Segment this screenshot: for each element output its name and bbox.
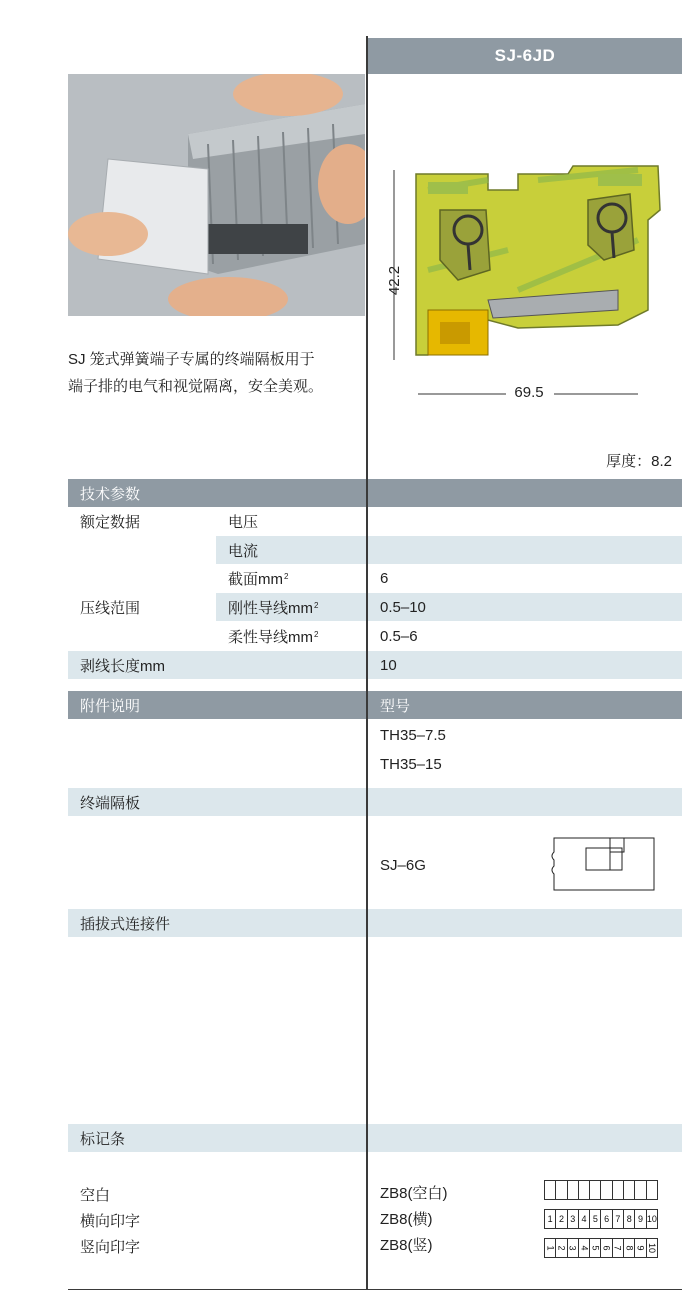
- end-plate-title: 终端隔板: [80, 794, 141, 812]
- marker-cell: 3: [568, 1239, 579, 1257]
- marker-cell: 8: [624, 1210, 635, 1228]
- width-dimension-label: 69.5: [514, 384, 544, 401]
- marker-cell: 3: [568, 1210, 579, 1228]
- marker-cell: [590, 1181, 601, 1199]
- model-header: SJ-6JD: [368, 38, 682, 74]
- accessories-title: 附件说明: [80, 697, 141, 715]
- marker-cell: 10: [646, 1242, 657, 1254]
- marker-title: 标记条: [80, 1130, 126, 1148]
- rail-model-1: TH35–7.5: [380, 726, 446, 744]
- marker-cell: 8: [624, 1239, 635, 1257]
- current-label: 电流: [228, 542, 259, 560]
- marker-cell: 2: [556, 1210, 567, 1228]
- marker-cell: [624, 1181, 635, 1199]
- marker-cell: [613, 1181, 624, 1199]
- section-label: 截面mm $^2$: [228, 570, 289, 588]
- strip-row-bg-right: [368, 651, 682, 679]
- accessories-header: [68, 691, 366, 719]
- description-line-1: SJ 笼式弹簧端子专属的终端隔板用于: [68, 351, 315, 368]
- tech-section-header: [68, 479, 366, 507]
- marker-cell: 9: [635, 1210, 646, 1228]
- rail-model-2: TH35–15: [380, 755, 442, 773]
- product-photo: [68, 74, 365, 316]
- end-plate-drawing: [548, 834, 660, 894]
- marker-cell: [568, 1181, 579, 1199]
- crimp-range-label: 压线范围: [80, 599, 141, 617]
- flex-label: 柔性导线mm $^2$: [228, 628, 319, 646]
- marker-cell: 4: [579, 1239, 590, 1257]
- marker-cell: [601, 1181, 612, 1199]
- marker-cell: 10: [646, 1214, 657, 1224]
- marker-label-vertical: 竖向印字: [80, 1238, 141, 1256]
- marker-strip-vertical: [544, 1238, 658, 1258]
- accessories-model-header: [368, 691, 682, 719]
- description-line-2: 端子排的电气和视觉隔离，安全美观。: [68, 378, 324, 395]
- marker-model-blank: ZB8(空白): [380, 1184, 448, 1202]
- marker-strip-horizontal: [544, 1209, 658, 1229]
- marker-cell: 5: [590, 1239, 601, 1257]
- rigid-label: 刚性导线mm $^2$: [228, 599, 319, 617]
- rigid-value: 0.5–10: [380, 598, 426, 616]
- marker-cell: 1: [545, 1210, 556, 1228]
- flex-value: 0.5–6: [380, 627, 418, 645]
- marker-label-blank: 空白: [80, 1186, 111, 1204]
- marker-strip-blank: [544, 1180, 658, 1200]
- marker-model-horizontal: ZB8(横): [380, 1210, 433, 1228]
- marker-cell: 9: [635, 1239, 646, 1257]
- bottom-rule: [68, 1289, 682, 1290]
- marker-cell: 5: [590, 1210, 601, 1228]
- marker-cell: [635, 1181, 646, 1199]
- marker-cell: [579, 1181, 590, 1199]
- marker-model-vertical: ZB8(竖): [380, 1236, 433, 1254]
- marker-cell: 6: [601, 1239, 612, 1257]
- plug-row-bg-right: [368, 909, 682, 937]
- rated-data-label: 额定数据: [80, 513, 141, 531]
- height-dimension-label: 42.2: [386, 265, 404, 295]
- tech-section-title: 技术参数: [80, 485, 141, 503]
- marker-cell: 4: [579, 1210, 590, 1228]
- marker-cell: [556, 1181, 567, 1199]
- marker-cell: 7: [613, 1239, 624, 1257]
- thickness-label: 厚度：8.2: [606, 453, 672, 470]
- plug-connector-title: 插拔式连接件: [80, 915, 171, 933]
- marker-cell: 2: [556, 1239, 567, 1257]
- marker-cell: 6: [601, 1210, 612, 1228]
- model-column-title: 型号: [380, 697, 411, 715]
- marker-cell: [647, 1181, 657, 1199]
- strip-length-label: 剥线长度mm: [80, 657, 165, 675]
- voltage-label: 电压: [228, 513, 259, 531]
- section-value: 6: [380, 569, 389, 587]
- tech-section-header-right: [368, 479, 682, 507]
- current-row-bg-right: [368, 536, 682, 564]
- end-plate-row-bg-right: [368, 788, 682, 816]
- marker-row-bg-right: [368, 1124, 682, 1152]
- terminal-block-drawing: [368, 150, 682, 420]
- strip-length-value: 10: [380, 656, 397, 674]
- height-dimension: [380, 260, 410, 300]
- marker-cell: 1: [545, 1239, 556, 1257]
- product-description: [68, 346, 366, 400]
- end-plate-photo: [68, 74, 365, 316]
- marker-label-horizontal: 横向印字: [80, 1212, 141, 1230]
- marker-cell: 7: [613, 1210, 624, 1228]
- end-plate-model: SJ–6G: [380, 856, 426, 874]
- marker-cell: [545, 1181, 556, 1199]
